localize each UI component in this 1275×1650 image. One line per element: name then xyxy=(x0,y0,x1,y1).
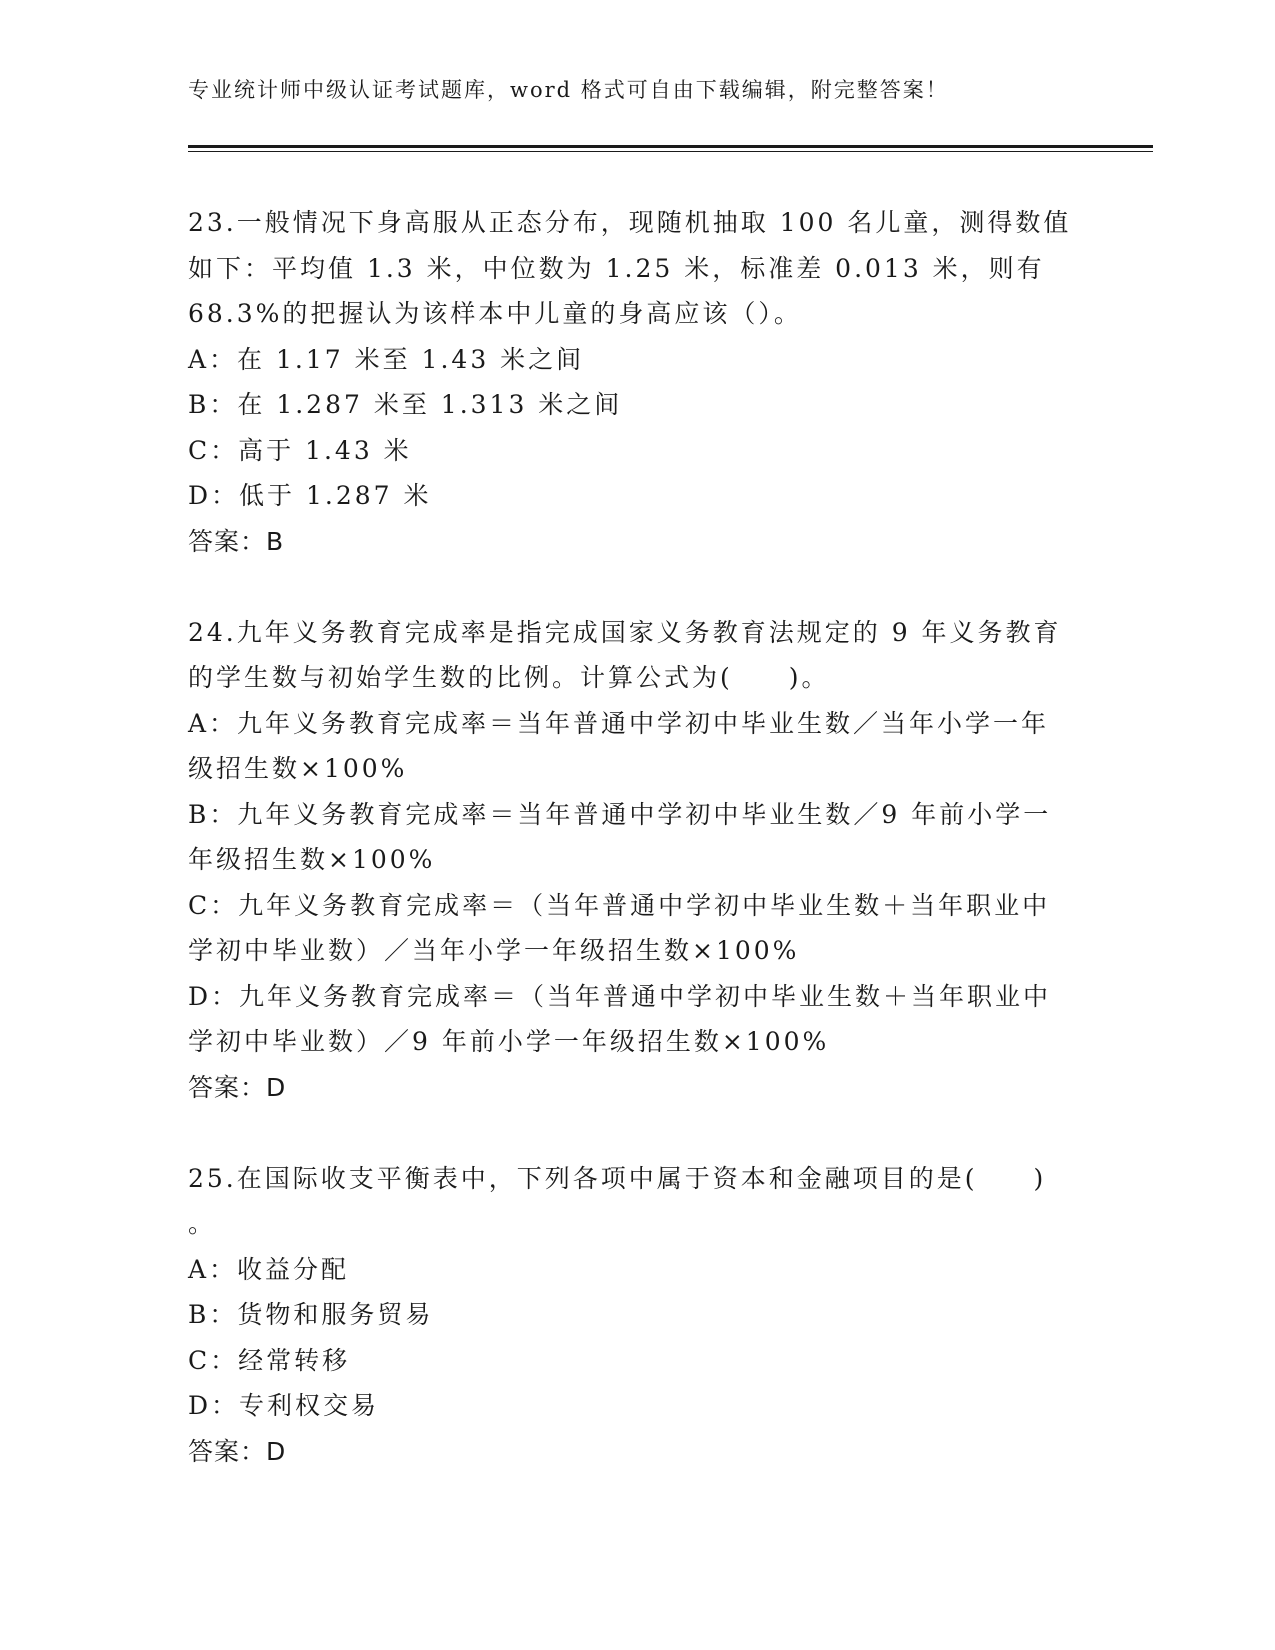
option-a: A：在 1.17 米至 1.43 米之间 xyxy=(188,344,585,374)
option-d: D：专利权交易 xyxy=(188,1391,380,1420)
option-c-continued: 学初中毕业数）／当年小学一年级招生数×100% xyxy=(188,936,800,965)
question-stem-line: 24.九年义务教育完成率是指完成国家义务教育法规定的 9 年义务教育 xyxy=(188,617,1062,647)
option-d: D：低于 1.287 米 xyxy=(188,481,432,510)
question-stem-line: 的学生数与初始学生数的比例。计算公式为( )。 xyxy=(188,663,830,692)
option-c: C：九年义务教育完成率＝（当年普通中学初中毕业生数＋当年职业中 xyxy=(188,890,1051,920)
option-b: B：在 1.287 米至 1.313 米之间 xyxy=(188,390,623,419)
question-stem-line: 如下：平均值 1.3 米，中位数为 1.25 米，标准差 0.013 米，则有 xyxy=(188,253,1045,283)
header-rule-thick xyxy=(188,145,1153,148)
question-list xyxy=(188,200,1072,1474)
spacer xyxy=(188,1110,1068,1156)
question-stem-line: 23.一般情况下身高服从正态分布，现随机抽取 100 名儿童，测得数值 xyxy=(188,208,1072,237)
question-24 xyxy=(188,610,1068,1111)
option-a-continued: 级招生数×100% xyxy=(188,754,408,783)
option-d: D：九年义务教育完成率＝（当年普通中学初中毕业生数＋当年职业中 xyxy=(188,981,1052,1011)
option-b: B：货物和服务贸易 xyxy=(188,1300,434,1329)
header-rule-thin xyxy=(188,151,1153,152)
answer-label: 答案：D xyxy=(188,1072,287,1102)
page-header: 专业统计师中级认证考试题库，word 格式可自由下载编辑，附完整答案！ xyxy=(188,78,949,102)
option-d-continued: 学初中毕业数）／9 年前小学一年级招生数×100% xyxy=(188,1027,830,1056)
option-a: A：收益分配 xyxy=(188,1254,350,1284)
answer-label: 答案：B xyxy=(188,526,285,556)
question-23 xyxy=(188,200,1072,564)
option-a: A：九年义务教育完成率＝当年普通中学初中毕业生数／当年小学一年 xyxy=(188,708,1050,738)
question-stem-line: 。 xyxy=(188,1209,217,1238)
option-c: C：经常转移 xyxy=(188,1345,351,1375)
option-c: C：高于 1.43 米 xyxy=(188,435,412,465)
question-stem-line: 25.在国际收支平衡表中，下列各项中属于资本和金融项目的是( ) xyxy=(188,1163,1047,1193)
option-b: B：九年义务教育完成率＝当年普通中学初中毕业生数／9 年前小学一 xyxy=(188,799,1052,829)
spacer xyxy=(188,564,1068,610)
question-stem-line: 68.3%的把握认为该样本中儿童的身高应该（）。 xyxy=(188,299,802,328)
question-25 xyxy=(188,1156,1068,1475)
option-b-continued: 年级招生数×100% xyxy=(188,845,436,874)
answer-label: 答案：D xyxy=(188,1436,287,1466)
